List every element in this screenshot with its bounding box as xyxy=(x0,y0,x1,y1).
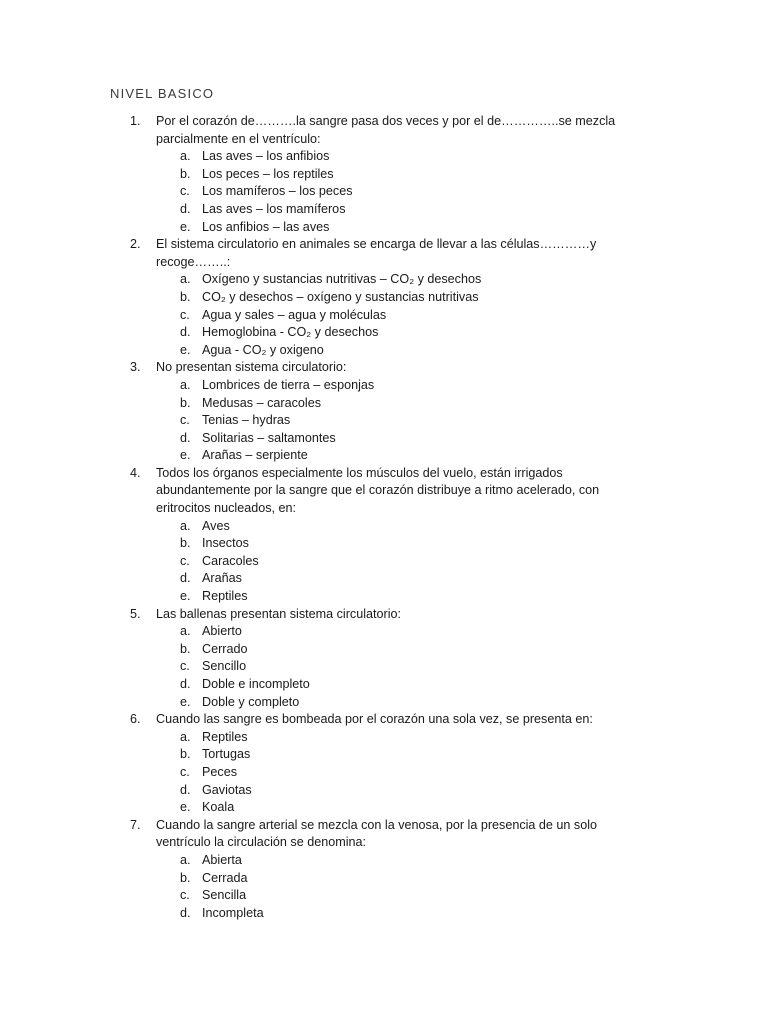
option-item xyxy=(156,201,630,219)
option-item xyxy=(156,148,630,166)
option-letter: a. xyxy=(180,518,191,533)
option-letter: b. xyxy=(180,870,191,885)
option-letter: c. xyxy=(180,659,190,674)
option-list xyxy=(156,148,630,236)
option-text: Insectos xyxy=(202,536,249,551)
option-item xyxy=(156,430,630,448)
option-item xyxy=(156,447,630,465)
question-text: Las ballenas presentan sistema circulatorio: xyxy=(156,606,402,621)
option-text: Caracoles xyxy=(202,553,259,568)
option-letter: c. xyxy=(180,888,190,903)
question-2 xyxy=(130,236,630,359)
option-item xyxy=(156,764,630,782)
option-item xyxy=(156,887,630,905)
option-letter: b. xyxy=(180,641,191,656)
option-letter: e. xyxy=(180,448,191,463)
option-letter: e. xyxy=(180,342,191,357)
question-number: 6. xyxy=(130,712,141,727)
option-item xyxy=(156,166,630,184)
option-letter: c. xyxy=(180,307,190,322)
option-list xyxy=(156,852,630,922)
option-text: Incompleta xyxy=(202,905,264,920)
option-letter: b. xyxy=(180,536,191,551)
option-list xyxy=(156,518,630,606)
question-7 xyxy=(130,817,630,923)
option-text: Las aves – los mamíferos xyxy=(202,201,346,216)
option-list xyxy=(156,377,630,465)
question-list xyxy=(130,113,630,922)
option-list xyxy=(156,729,630,817)
option-item xyxy=(156,219,630,237)
question-4 xyxy=(130,465,630,606)
option-letter: a. xyxy=(180,729,191,744)
option-item xyxy=(156,905,630,923)
option-text: Agua - CO₂ y oxigeno xyxy=(202,342,324,357)
option-text: Hemoglobina - CO₂ y desechos xyxy=(202,325,379,340)
question-number: 5. xyxy=(130,606,141,621)
option-letter: e. xyxy=(180,800,191,815)
option-item xyxy=(156,518,630,536)
option-letter: c. xyxy=(180,413,190,428)
option-letter: d. xyxy=(180,325,191,340)
option-text: Agua y sales – agua y moléculas xyxy=(202,307,387,322)
option-letter: b. xyxy=(180,289,191,304)
question-6 xyxy=(130,711,630,817)
option-text: Tenias – hydras xyxy=(202,413,291,428)
option-item xyxy=(156,623,630,641)
option-text: Gaviotas xyxy=(202,782,252,797)
question-number: 1. xyxy=(130,114,141,128)
option-text: Cerrada xyxy=(202,870,248,885)
option-letter: e. xyxy=(180,219,191,234)
option-item xyxy=(156,570,630,588)
option-text: Peces xyxy=(202,764,238,779)
option-item xyxy=(156,746,630,764)
option-item xyxy=(156,782,630,800)
question-text: No presentan sistema circulatorio: xyxy=(156,360,347,375)
option-item xyxy=(156,641,630,659)
option-text: Sencillo xyxy=(202,659,247,674)
option-text: Medusas – caracoles xyxy=(202,395,322,410)
option-item xyxy=(156,535,630,553)
option-text: Cerrado xyxy=(202,641,248,656)
option-letter: e. xyxy=(180,589,191,604)
option-item xyxy=(156,729,630,747)
option-text: Reptiles xyxy=(202,729,248,744)
option-item xyxy=(156,324,630,342)
option-item xyxy=(156,588,630,606)
question-text: Por el corazón de……….la sangre pasa dos veces y por el de…………..se mezcla parcialmente en el ventrículo: xyxy=(156,114,616,146)
option-text: Los peces – los reptiles xyxy=(202,166,334,181)
option-item xyxy=(156,694,630,712)
option-letter: c. xyxy=(180,764,190,779)
option-item xyxy=(156,870,630,888)
option-letter: c. xyxy=(180,184,190,199)
option-letter: b. xyxy=(180,747,191,762)
option-letter: d. xyxy=(180,677,191,691)
option-item xyxy=(156,658,630,676)
option-letter: b. xyxy=(180,166,191,181)
question-number: 7. xyxy=(130,817,141,832)
option-letter: e. xyxy=(180,694,191,709)
option-text: Los anfibios – las aves xyxy=(202,219,330,234)
question-number: 3. xyxy=(130,360,141,375)
question-number: 4. xyxy=(130,465,141,480)
option-text: CO₂ y desechos – oxígeno y sustancias nutritivas xyxy=(202,289,479,304)
option-letter: d. xyxy=(180,201,191,216)
option-letter: d. xyxy=(180,571,191,586)
option-item xyxy=(156,852,630,870)
option-item xyxy=(156,377,630,395)
question-5 xyxy=(130,606,630,712)
option-item xyxy=(156,676,630,694)
option-item xyxy=(156,289,630,307)
option-letter: a. xyxy=(180,149,191,164)
question-text: Cuando las sangre es bombeada por el corazón una sola vez, se presenta en: xyxy=(156,712,593,727)
option-letter: d. xyxy=(180,782,191,797)
option-item xyxy=(156,412,630,430)
question-text: Todos los órganos especialmente los músculos del vuelo, están irrigados abundantemente por la sangre que el corazón distribuye a ritmo acelerado, con eritrocitos nucleados, en: xyxy=(156,465,600,516)
option-text: Abierto xyxy=(202,624,242,639)
option-list xyxy=(156,623,630,711)
option-letter: d. xyxy=(180,905,191,920)
option-item xyxy=(156,183,630,201)
option-text: Oxígeno y sustancias nutritivas – CO₂ y desechos xyxy=(202,272,482,287)
option-text: Tortugas xyxy=(202,747,251,762)
option-text: Doble y completo xyxy=(202,694,300,709)
option-text: Arañas – serpiente xyxy=(202,448,308,463)
option-text: Lombrices de tierra – esponjas xyxy=(202,377,375,392)
option-text: Solitarias – saltamontes xyxy=(202,430,336,445)
document-heading: NIVEL BASICO xyxy=(110,86,215,101)
option-text: Abierta xyxy=(202,852,242,867)
option-list xyxy=(156,271,630,359)
option-item xyxy=(156,553,630,571)
option-text: Las aves – los anfibios xyxy=(202,149,330,164)
option-letter: a. xyxy=(180,272,191,287)
question-text: El sistema circulatorio en animales se encarga de llevar a las células…………y recoge……..: xyxy=(156,237,597,269)
option-letter: a. xyxy=(180,852,191,867)
option-text: Arañas xyxy=(202,571,242,586)
option-letter: b. xyxy=(180,395,191,410)
option-text: Los mamíferos – los peces xyxy=(202,184,353,199)
option-text: Reptiles xyxy=(202,589,248,604)
option-item xyxy=(156,342,630,360)
option-item xyxy=(156,395,630,413)
option-text: Aves xyxy=(202,518,230,533)
question-number: 2. xyxy=(130,237,141,252)
option-text: Koala xyxy=(202,800,235,815)
option-item xyxy=(156,271,630,289)
option-letter: a. xyxy=(180,377,191,392)
option-item xyxy=(156,307,630,325)
option-letter: d. xyxy=(180,430,191,445)
question-1 xyxy=(130,113,630,236)
option-item xyxy=(156,799,630,817)
question-text: Cuando la sangre arterial se mezcla con la venosa, por la presencia de un solo ventrículo la circulación se denomina: xyxy=(156,817,598,850)
question-3 xyxy=(130,359,630,465)
option-text: Doble e incompleto xyxy=(202,677,310,691)
option-letter: c. xyxy=(180,553,190,568)
option-text: Sencilla xyxy=(202,888,247,903)
option-letter: a. xyxy=(180,624,191,639)
